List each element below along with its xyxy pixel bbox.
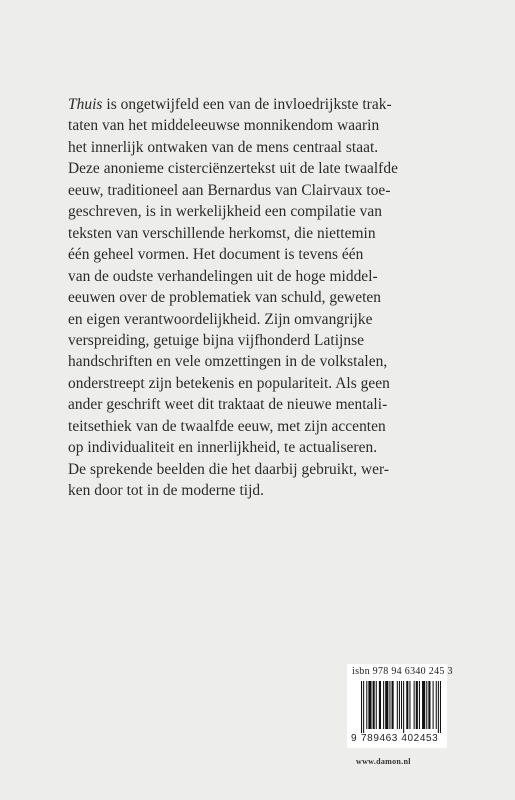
blurb-line: eeuwen over de problematiek van schuld, geweten [68, 289, 382, 307]
blurb-line: en eigen verantwoordelijkheid. Zijn omvangrijke [68, 310, 373, 328]
blurb-line: Deze anonieme cisterciënzertekst uit de late twaalfde [68, 160, 398, 178]
publisher-website: www.damon.nl [356, 757, 411, 766]
blurb-line: het innerlijk ontwaken van de mens centraal staat. [68, 138, 379, 156]
book-title-italic: Thuis [68, 96, 103, 113]
isbn-barcode-box [347, 664, 453, 748]
barcode-digits: 789463 402453 [361, 733, 439, 744]
blurb-line: op individualiteit en innerlijkheid, te actualiseren. [68, 439, 378, 457]
blurb-line: eeuw, traditioneel aan Bernardus van Clairvaux toe- [68, 181, 391, 199]
blurb-line: handschriften en vele omzettingen in de volkstalen, [68, 353, 388, 371]
barcode-first-digit: 9 [351, 733, 357, 744]
blurb-line: één geheel vormen. Het document is tevens één [68, 246, 364, 264]
isbn-label: isbn 978 94 6340 245 3 [352, 666, 453, 677]
blurb-line: teksten van verschillende herkomst, die niettemin [68, 224, 376, 242]
blurb-line: ander geschrift weet dit traktaat de nieuwe mentali- [68, 396, 388, 414]
blurb-line: onderstreept zijn betekenis en populariteit. Als geen [68, 374, 390, 392]
blurb-line: teitsethiek van de twaalfde eeuw, met zijn accenten [68, 417, 386, 435]
blurb-line: Thuis is ongetwijfeld een van de invloedrijkste trak- [68, 96, 392, 113]
blurb-line: taten van het middeleeuwse monnikendom waarin [68, 117, 380, 135]
blurb-line: geschreven, is in werkelijkheid een compilatie van [68, 203, 383, 221]
blurb-line: ken door tot in de moderne tijd. [68, 482, 265, 500]
back-cover-blurb [68, 94, 440, 502]
barcode-icon [361, 681, 441, 733]
blurb-line: verspreiding, getuige bijna vijfhonderd Latijnse [68, 331, 365, 349]
blurb-line: De sprekende beelden die het daarbij gebruikt, wer- [68, 460, 390, 478]
blurb-line: van de oudste verhandelingen uit de hoge middel- [68, 267, 378, 285]
